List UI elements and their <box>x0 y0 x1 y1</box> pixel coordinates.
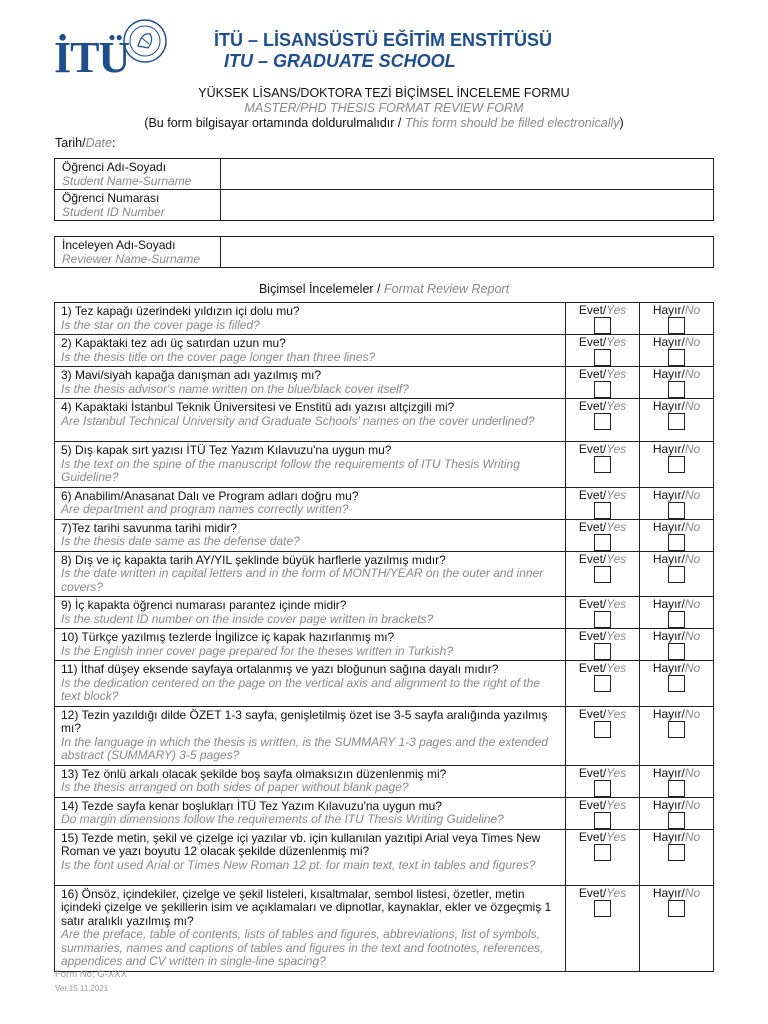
answer-yes-label: Evet/Yes <box>578 367 627 381</box>
answer-yes-checkbox[interactable] <box>594 721 611 738</box>
question-text-tr: 14) Tezde sayfa kenar boşlukları İTÜ Tez Yazım Kılavuzu'na uygun mu? <box>61 798 442 813</box>
question-text-en: Are department and program names correctly written? <box>61 502 349 516</box>
review-row <box>55 399 714 442</box>
answer-no-label: Hayır/No <box>652 797 701 812</box>
review-question <box>55 442 566 488</box>
answer-no-label: Hayır/No <box>652 829 701 844</box>
answer-yes-label: Evet/Yes <box>578 885 627 900</box>
answer-no-checkbox[interactable] <box>668 534 685 551</box>
page-header <box>54 18 714 80</box>
answer-no-checkbox[interactable] <box>668 900 685 917</box>
answer-yes-cell <box>566 765 640 797</box>
answer-no-checkbox[interactable] <box>668 675 685 692</box>
answer-yes-checkbox[interactable] <box>594 413 611 430</box>
answer-no-checkbox[interactable] <box>668 780 685 797</box>
answer-no-label: Hayır/No <box>652 487 701 502</box>
question-text-en: Are the preface, table of contents, lists of tables and figures, abbreviations, list of symbols, summaries, names and captions of tables and figures in the text and footnotes, references, appendices and CV written in single-line spacing? <box>61 927 544 968</box>
review-question <box>55 487 566 519</box>
itu-logo: İTÜ <box>54 33 130 82</box>
answer-no-cell <box>640 629 714 661</box>
review-row <box>55 551 714 597</box>
answer-no-cell <box>640 442 714 488</box>
review-question <box>55 885 566 971</box>
answer-yes-label: Evet/Yes <box>578 629 627 643</box>
review-question <box>55 597 566 629</box>
answer-yes-cell <box>566 885 640 971</box>
review-row <box>55 303 714 335</box>
answer-yes-checkbox[interactable] <box>594 611 611 628</box>
student-name-label: Öğrenci Adı-Soyadı Student Name-Surname <box>55 159 221 190</box>
answer-no-label: Hayır/No <box>652 367 701 381</box>
question-text-tr: 2) Kapaktaki tez adı üç satırdan uzun mu? <box>61 336 286 350</box>
answer-yes-label: Evet/Yes <box>578 399 627 413</box>
question-text-tr: 4) Kapaktaki İstanbul Teknik Üniversitesi ve Enstitü adı yazısı altçizgili mi? <box>61 400 455 414</box>
review-question <box>55 765 566 797</box>
answer-yes-cell <box>566 797 640 829</box>
question-text-tr: 10) Türkçe yazılmış tezlerde İngilizce iç kapak hazırlanmış mı? <box>61 630 395 644</box>
answer-no-checkbox[interactable] <box>668 413 685 430</box>
answer-no-label: Hayır/No <box>652 551 701 566</box>
answer-yes-checkbox[interactable] <box>594 456 611 473</box>
answer-no-label: Hayır/No <box>652 885 701 900</box>
answer-no-label: Hayır/No <box>652 661 701 675</box>
review-question <box>55 797 566 829</box>
review-row <box>55 519 714 551</box>
answer-no-cell <box>640 661 714 707</box>
question-text-en: Is the star on the cover page is filled? <box>61 317 260 332</box>
answer-yes-label: Evet/Yes <box>578 303 627 317</box>
answer-no-checkbox[interactable] <box>668 317 685 334</box>
answer-yes-label: Evet/Yes <box>578 597 627 611</box>
answer-yes-cell <box>566 551 640 597</box>
answer-no-checkbox[interactable] <box>668 456 685 473</box>
answer-yes-cell <box>566 442 640 488</box>
review-section-title: Biçimsel İncelemeler / Format Review Report <box>258 282 510 296</box>
answer-yes-checkbox[interactable] <box>594 566 611 583</box>
review-question <box>55 706 566 765</box>
answer-yes-label: Evet/Yes <box>578 487 627 502</box>
answer-yes-cell <box>566 303 640 335</box>
review-question <box>55 367 566 399</box>
answer-yes-label: Evet/Yes <box>578 335 627 349</box>
answer-yes-cell <box>566 597 640 629</box>
answer-no-cell <box>640 765 714 797</box>
answer-no-checkbox[interactable] <box>668 721 685 738</box>
question-text-en: In the language in which the thesis is written, is the SUMMARY 1-3 pages and the extended abstract (SUMMARY) 3-5 pages? <box>61 734 548 762</box>
answer-yes-cell <box>566 487 640 519</box>
question-text-en: Is the student ID number on the inside cover page written in brackets? <box>61 611 434 626</box>
form-number: Form No: G-XXX <box>55 969 127 980</box>
answer-yes-cell <box>566 399 640 442</box>
question-text-tr: 12) Tezin yazıldığı dilde ÖZET 1-3 sayfa, genişletilmiş özet ise 3-5 sayfa aralığında yazılmış mı? <box>61 707 548 735</box>
review-row <box>55 367 714 399</box>
answer-yes-checkbox[interactable] <box>594 844 611 861</box>
review-question <box>55 303 566 335</box>
question-text-tr: 8) Dış ve iç kapakta tarih AY/YIL şeklinde büyük harflerle yazılmış mıdır? <box>61 552 446 567</box>
university-seal-icon <box>122 18 168 64</box>
answer-no-cell <box>640 551 714 597</box>
reviewer-name-field[interactable] <box>220 237 713 268</box>
answer-no-checkbox[interactable] <box>668 566 685 583</box>
answer-no-label: Hayır/No <box>652 597 701 611</box>
question-text-en: Is the English inner cover page prepared for the theses written in Turkish? <box>61 643 453 658</box>
question-text-en: Is the thesis arranged on both sides of paper without blank page? <box>61 780 409 794</box>
question-text-tr: 3) Mavi/siyah kapağa danışman adı yazılmış mı? <box>61 368 322 382</box>
question-text-en: Is the text on the spine of the manuscript follow the requirements of ITU Thesis Writing Guideline? <box>61 456 520 484</box>
answer-yes-checkbox[interactable] <box>594 675 611 692</box>
question-text-en: Is the thesis title on the cover page longer than three lines? <box>61 349 376 364</box>
student-info-table <box>54 158 714 221</box>
review-question <box>55 551 566 597</box>
answer-yes-label: Evet/Yes <box>578 551 627 566</box>
answer-yes-checkbox[interactable] <box>594 812 611 829</box>
form-title-tr: YÜKSEK LİSANS/DOKTORA TEZİ BİÇİMSEL İNCELEME FORMU <box>198 86 570 100</box>
answer-no-cell <box>640 367 714 399</box>
answer-yes-checkbox[interactable] <box>594 502 611 519</box>
answer-no-cell <box>640 335 714 367</box>
answer-no-cell <box>640 519 714 551</box>
review-row <box>55 765 714 797</box>
review-row <box>55 661 714 707</box>
question-text-tr: 1) Tez kapağı üzerindeki yıldızın içi dolu mu? <box>61 304 300 318</box>
answer-yes-label: Evet/Yes <box>578 661 627 675</box>
format-review-table <box>54 302 714 972</box>
answer-no-label: Hayır/No <box>652 399 701 413</box>
student-number-label: Öğrenci Numarası Student ID Number <box>55 190 221 221</box>
answer-no-cell <box>640 487 714 519</box>
answer-yes-label: Evet/Yes <box>578 797 627 812</box>
review-row <box>55 706 714 765</box>
reviewer-name-label: İnceleyen Adı-Soyadı Reviewer Name-Surname <box>55 237 221 268</box>
question-text-tr: 6) Anabilim/Anasanat Dalı ve Program adları doğru mu? <box>61 488 359 503</box>
answer-yes-checkbox[interactable] <box>594 381 611 398</box>
answer-yes-label: Evet/Yes <box>578 706 627 721</box>
question-text-tr: 16) Önsöz, içindekiler, çizelge ve şekil listeleri, kısaltmalar, sembol listesi, özetler, metin içindeki çizelge ve şekillerin isim ve açıklamaları ve dipnotlar, kaynaklar, ekler ve özgeçmiş 1 satır aralıklı yazılmış mı? <box>61 886 552 928</box>
question-text-en: Is the date written in capital letters and in the form of MONTH/YEAR on the outer and inner covers? <box>61 566 544 594</box>
review-row <box>55 629 714 661</box>
question-text-en: Is the dedication centered on the page on the vertical axis and alignment to the right of the text block? <box>61 675 540 703</box>
review-question <box>55 399 566 442</box>
answer-yes-cell <box>566 706 640 765</box>
review-question <box>55 661 566 707</box>
answer-no-label: Hayır/No <box>652 335 701 349</box>
form-note: (Bu form bilgisayar ortamında doldurulmalıdır / This form should be filled electronically) <box>144 116 624 130</box>
question-text-en: Do margin dimensions follow the requirements of the ITU Thesis Writing Guideline? <box>61 812 504 826</box>
review-question <box>55 829 566 885</box>
answer-yes-checkbox[interactable] <box>594 900 611 917</box>
question-text-en: Are Istanbul Technical University and Graduate Schools' names on the cover underlined? <box>61 413 535 428</box>
answer-no-checkbox[interactable] <box>668 381 685 398</box>
answer-no-label: Hayır/No <box>652 442 701 456</box>
answer-yes-checkbox[interactable] <box>594 780 611 797</box>
answer-yes-cell <box>566 367 640 399</box>
review-row <box>55 487 714 519</box>
answer-yes-checkbox[interactable] <box>594 317 611 334</box>
question-text-en: Is the thesis advisor's name written on the blue/black cover itself? <box>61 381 409 396</box>
student-name-field[interactable] <box>220 159 713 190</box>
answer-yes-cell <box>566 829 640 885</box>
question-text-en: Is the font used Arial or Times New Roman 12 pt. for main text, text in tables and figures? <box>61 857 536 872</box>
answer-no-label: Hayır/No <box>652 519 701 534</box>
answer-no-checkbox[interactable] <box>668 502 685 519</box>
review-row <box>55 797 714 829</box>
review-row <box>55 442 714 488</box>
review-row <box>55 597 714 629</box>
form-title-en: MASTER/PHD THESIS FORMAT REVIEW FORM <box>244 101 524 115</box>
review-question <box>55 629 566 661</box>
student-number-field[interactable] <box>220 190 713 221</box>
review-row <box>55 885 714 971</box>
review-question <box>55 519 566 551</box>
date-label: Tarih/Date: <box>55 136 116 150</box>
answer-no-checkbox[interactable] <box>668 349 685 366</box>
answer-no-label: Hayır/No <box>652 629 701 643</box>
answer-no-cell <box>640 797 714 829</box>
answer-no-cell <box>640 885 714 971</box>
answer-no-label: Hayır/No <box>652 303 701 317</box>
question-text-tr: 5) Dış kapak sırt yazısı İTÜ Tez Yazım Kılavuzu'na uygun mu? <box>61 443 392 457</box>
answer-no-cell <box>640 303 714 335</box>
answer-no-cell <box>640 829 714 885</box>
answer-yes-cell <box>566 661 640 707</box>
answer-no-checkbox[interactable] <box>668 611 685 628</box>
answer-no-checkbox[interactable] <box>668 643 685 660</box>
review-row <box>55 335 714 367</box>
answer-no-cell <box>640 597 714 629</box>
answer-yes-cell <box>566 519 640 551</box>
answer-yes-checkbox[interactable] <box>594 534 611 551</box>
institute-name-tr: İTÜ – LİSANSÜSTÜ EĞİTİM ENSTİTÜSÜ <box>214 30 553 50</box>
answer-no-cell <box>640 706 714 765</box>
institute-name-en: ITU – GRADUATE SCHOOL <box>224 51 456 71</box>
answer-no-label: Hayır/No <box>652 765 701 780</box>
answer-yes-label: Evet/Yes <box>578 829 627 844</box>
form-version: Ver.15.11.2021 <box>55 984 109 993</box>
answer-yes-label: Evet/Yes <box>578 765 627 780</box>
question-text-en: Is the thesis date same as the defense date? <box>61 534 300 548</box>
question-text-tr: 11) İthaf düşey eksende sayfaya ortalanmış ve yazı bloğunun sağına dayalı mıdır? <box>61 662 499 676</box>
answer-yes-label: Evet/Yes <box>578 519 627 534</box>
reviewer-info-table <box>54 236 714 268</box>
answer-no-cell <box>640 399 714 442</box>
answer-yes-checkbox[interactable] <box>594 643 611 660</box>
answer-no-checkbox[interactable] <box>668 844 685 861</box>
answer-yes-cell <box>566 629 640 661</box>
answer-yes-cell <box>566 335 640 367</box>
question-text-tr: 13) Tez önlü arkalı olacak şekilde boş sayfa olmaksızın düzenlenmiş mi? <box>61 766 447 781</box>
answer-yes-checkbox[interactable] <box>594 349 611 366</box>
question-text-tr: 7)Tez tarihi savunma tarihi midir? <box>61 520 238 535</box>
question-text-tr: 15) Tezde metin, şekil ve çizelge içi yazılar vb. için kullanılan yazıtipi Arial veya Times New Roman ve yazı boyutu 12 olacak şekilde düzenlenmiş mi? <box>61 830 541 858</box>
answer-no-checkbox[interactable] <box>668 812 685 829</box>
answer-no-label: Hayır/No <box>652 706 701 721</box>
review-row <box>55 829 714 885</box>
question-text-tr: 9) İç kapakta öğrenci numarası parantez içinde midir? <box>61 598 347 612</box>
review-question <box>55 335 566 367</box>
answer-yes-label: Evet/Yes <box>578 442 627 456</box>
